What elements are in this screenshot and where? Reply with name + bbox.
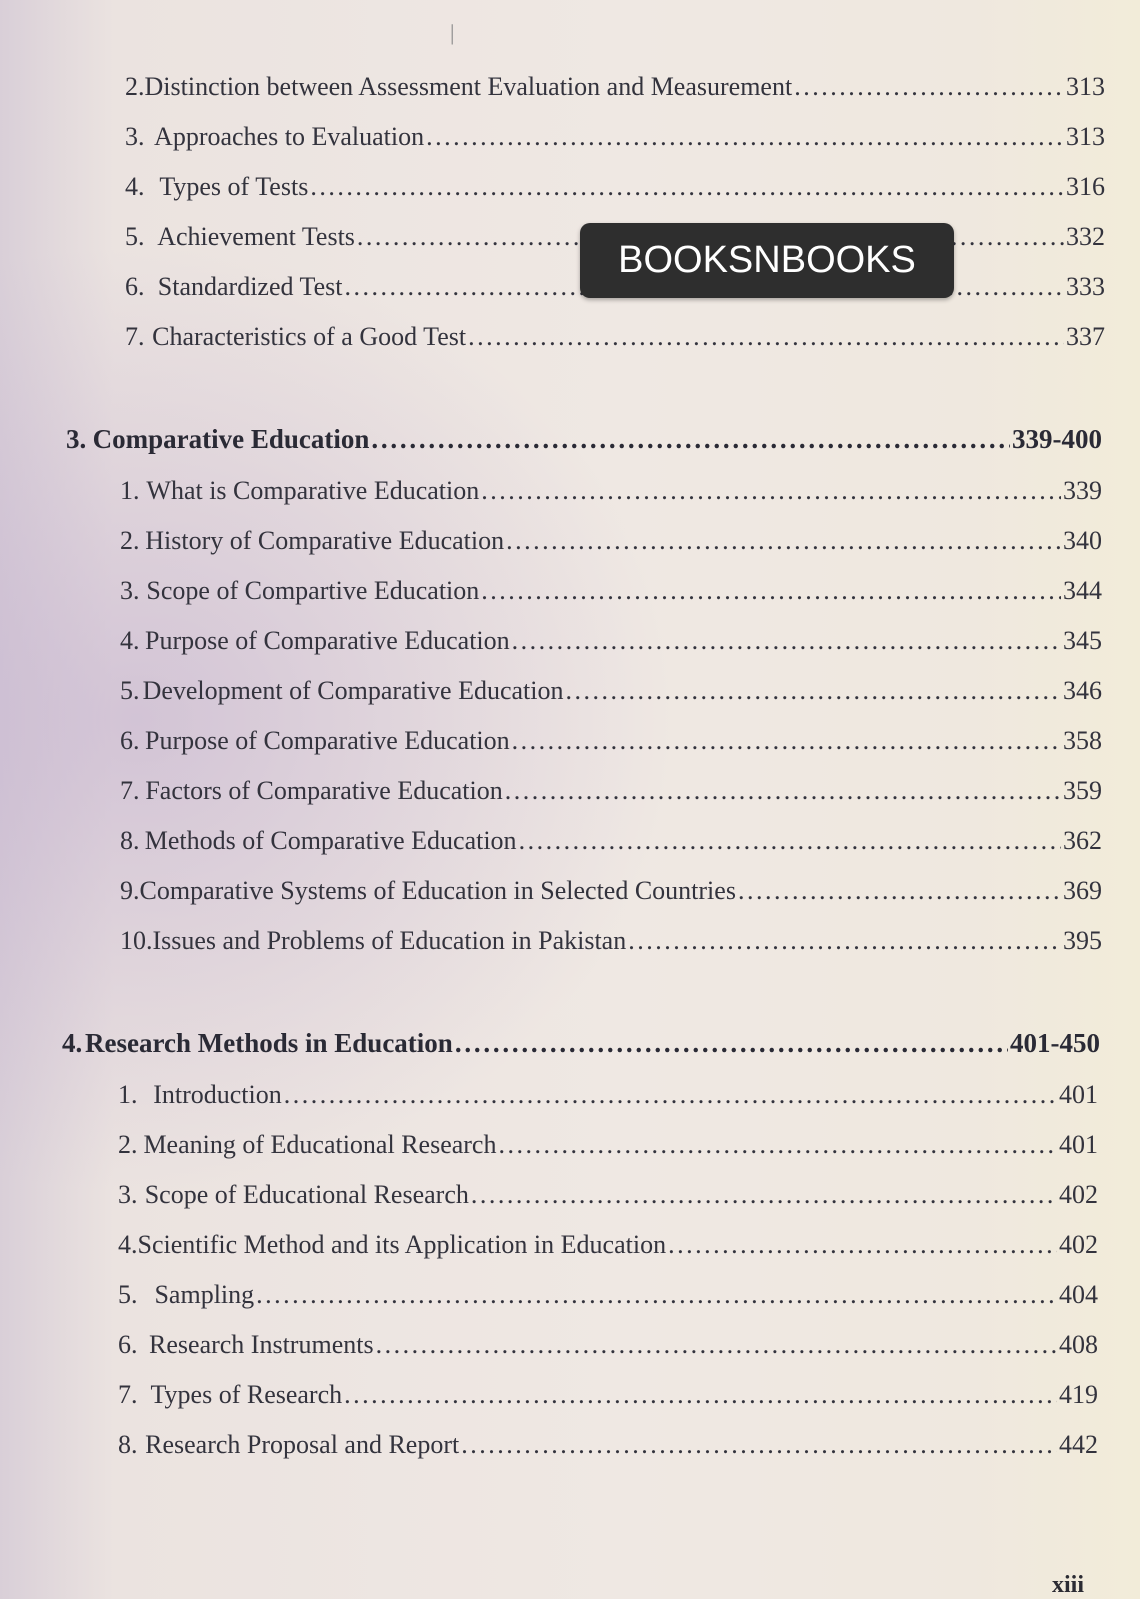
leader-dots [505, 776, 1061, 806]
leader-dots [310, 172, 1064, 202]
entry-title: Factors of Comparative Education [145, 776, 503, 805]
chapter-number: 4. [62, 1028, 83, 1058]
chapter-title: Research Methods in Education [85, 1028, 453, 1058]
entry-title: Research Instruments [149, 1330, 374, 1359]
entry-number: 5. [120, 676, 140, 705]
entry-page: 313 [1066, 72, 1105, 101]
leader-dots [738, 876, 1061, 906]
entry-number: 8. [120, 826, 140, 855]
toc-entry [118, 1430, 1098, 1470]
entry-title: Introduction [153, 1080, 282, 1109]
entry-page: 442 [1059, 1430, 1098, 1459]
entry-number: 6. [118, 1330, 138, 1359]
entry-number: 5. [125, 222, 145, 251]
entry-number: 3. [120, 576, 140, 605]
entry-title: Types of Tests [159, 172, 309, 201]
entry-page: 339 [1063, 476, 1102, 505]
entry-number: 5. [118, 1280, 138, 1309]
leader-dots [455, 1028, 1008, 1059]
entry-page: 404 [1059, 1280, 1098, 1309]
entry-number: 3. [118, 1180, 138, 1209]
toc-entry [118, 1280, 1098, 1320]
leader-dots [376, 1330, 1057, 1360]
entry-page: 358 [1063, 726, 1102, 755]
toc-entry [118, 1080, 1098, 1120]
entry-title: Comparative Systems of Education in Selected Countries [139, 876, 736, 905]
toc-entry [120, 926, 1102, 966]
toc-entry [118, 1330, 1098, 1370]
entry-title: Methods of Comparative Education [144, 826, 517, 855]
entry-page: 340 [1063, 526, 1102, 555]
leader-dots [426, 122, 1064, 152]
leader-dots [461, 1430, 1057, 1460]
top-mark: | [450, 20, 455, 45]
toc-entry [120, 626, 1102, 666]
entry-title: History of Comparative Education [145, 526, 505, 555]
leader-dots [481, 576, 1061, 606]
leader-dots [512, 626, 1061, 656]
entry-page: 344 [1063, 576, 1102, 605]
entry-page: 401 [1059, 1130, 1098, 1159]
toc-entry [120, 476, 1102, 516]
entry-number: 6. [125, 272, 145, 301]
entry-title: What is Comparative Education [146, 476, 480, 505]
entry-title: Purpose of Comparative Education [145, 626, 510, 655]
entry-title: Scope of Educational Research [144, 1180, 469, 1209]
toc-entry [125, 322, 1105, 362]
entry-number: 1. [120, 476, 140, 505]
entry-page: 402 [1059, 1180, 1098, 1209]
leader-dots [794, 72, 1064, 102]
toc-entry [120, 776, 1102, 816]
entry-number: 7. [120, 776, 140, 805]
entry-page: 395 [1063, 926, 1102, 955]
toc-entry [118, 1230, 1098, 1270]
chapter-pages: 339-400 [1012, 424, 1102, 454]
toc-entry [118, 1130, 1098, 1170]
entry-page: 402 [1059, 1230, 1098, 1259]
leader-dots [468, 322, 1064, 352]
chapter-title: Comparative Education [92, 424, 370, 454]
watermark-badge: BOOKSNBOOKS [580, 223, 954, 298]
entry-number: 7. [125, 322, 145, 351]
toc-entry [120, 826, 1102, 866]
entry-title: Approaches to Evaluation [154, 122, 425, 151]
toc-entry [120, 726, 1102, 766]
entry-number: 6. [120, 726, 140, 755]
entry-page: 408 [1059, 1330, 1098, 1359]
toc-entry [125, 172, 1105, 212]
entry-page: 332 [1066, 222, 1105, 251]
entry-number: 4. [118, 1230, 138, 1259]
entry-page: 369 [1063, 876, 1102, 905]
leader-dots [519, 826, 1061, 856]
entry-number: 2. [120, 526, 140, 555]
entry-title: Sampling [154, 1280, 255, 1309]
entry-number: 3. [125, 122, 145, 151]
entry-page: 359 [1063, 776, 1102, 805]
entry-page: 419 [1059, 1380, 1098, 1409]
entry-title: Meaning of Educational Research [143, 1130, 497, 1159]
leader-dots [344, 1380, 1057, 1410]
chapter-pages: 401-450 [1010, 1028, 1100, 1058]
entry-page: 333 [1066, 272, 1105, 301]
entry-number: 2. [118, 1130, 138, 1159]
leader-dots [371, 424, 1010, 455]
entry-number: 4. [125, 172, 145, 201]
toc-entry [120, 676, 1102, 716]
entry-number: 4. [120, 626, 140, 655]
leader-dots [512, 726, 1061, 756]
entry-number: 7. [118, 1380, 138, 1409]
entry-title: Standardized Test [157, 272, 343, 301]
entry-number: 1. [118, 1080, 138, 1109]
entry-page: 346 [1063, 676, 1102, 705]
chapter-heading [66, 424, 1102, 464]
entry-page: 401 [1059, 1080, 1098, 1109]
leader-dots [506, 526, 1061, 556]
entry-title: Types of Research [150, 1380, 343, 1409]
chapter-heading [62, 1028, 1100, 1068]
entry-page: 316 [1066, 172, 1105, 201]
leader-dots [284, 1080, 1057, 1110]
chapter-number: 3. [66, 424, 87, 454]
entry-number: 9. [120, 876, 140, 905]
page-number: xiii [1052, 1572, 1085, 1598]
entry-number: 10. [120, 926, 153, 955]
entry-title: Issues and Problems of Education in Pakistan [152, 926, 627, 955]
leader-dots [498, 1130, 1057, 1160]
leader-dots [256, 1280, 1057, 1310]
entry-page: 337 [1066, 322, 1105, 351]
leader-dots [471, 1180, 1057, 1210]
entry-title: Research Proposal and Report [145, 1430, 460, 1459]
toc-entry [125, 122, 1105, 162]
leader-dots [481, 476, 1061, 506]
entry-title: Distinction between Assessment Evaluation and Measurement [144, 72, 793, 101]
toc-entry [120, 576, 1102, 616]
entry-title: Achievement Tests [157, 222, 355, 251]
entry-page: 313 [1066, 122, 1105, 151]
leader-dots [668, 1230, 1057, 1260]
entry-number: 2. [125, 72, 145, 101]
entry-title: Characteristics of a Good Test [152, 322, 467, 351]
entry-title: Scientific Method and its Application in Education [137, 1230, 667, 1259]
entry-title: Purpose of Comparative Education [145, 726, 510, 755]
leader-dots [628, 926, 1061, 956]
toc-entry [120, 876, 1102, 916]
toc-entry [118, 1380, 1098, 1420]
entry-number: 8. [118, 1430, 138, 1459]
leader-dots [566, 676, 1062, 706]
toc-entry [118, 1180, 1098, 1220]
toc-entry [125, 72, 1105, 112]
toc-entry [120, 526, 1102, 566]
entry-page: 345 [1063, 626, 1102, 655]
entry-page: 362 [1063, 826, 1102, 855]
entry-title: Scope of Compartive Education [146, 576, 480, 605]
entry-title: Development of Comparative Education [142, 676, 564, 705]
